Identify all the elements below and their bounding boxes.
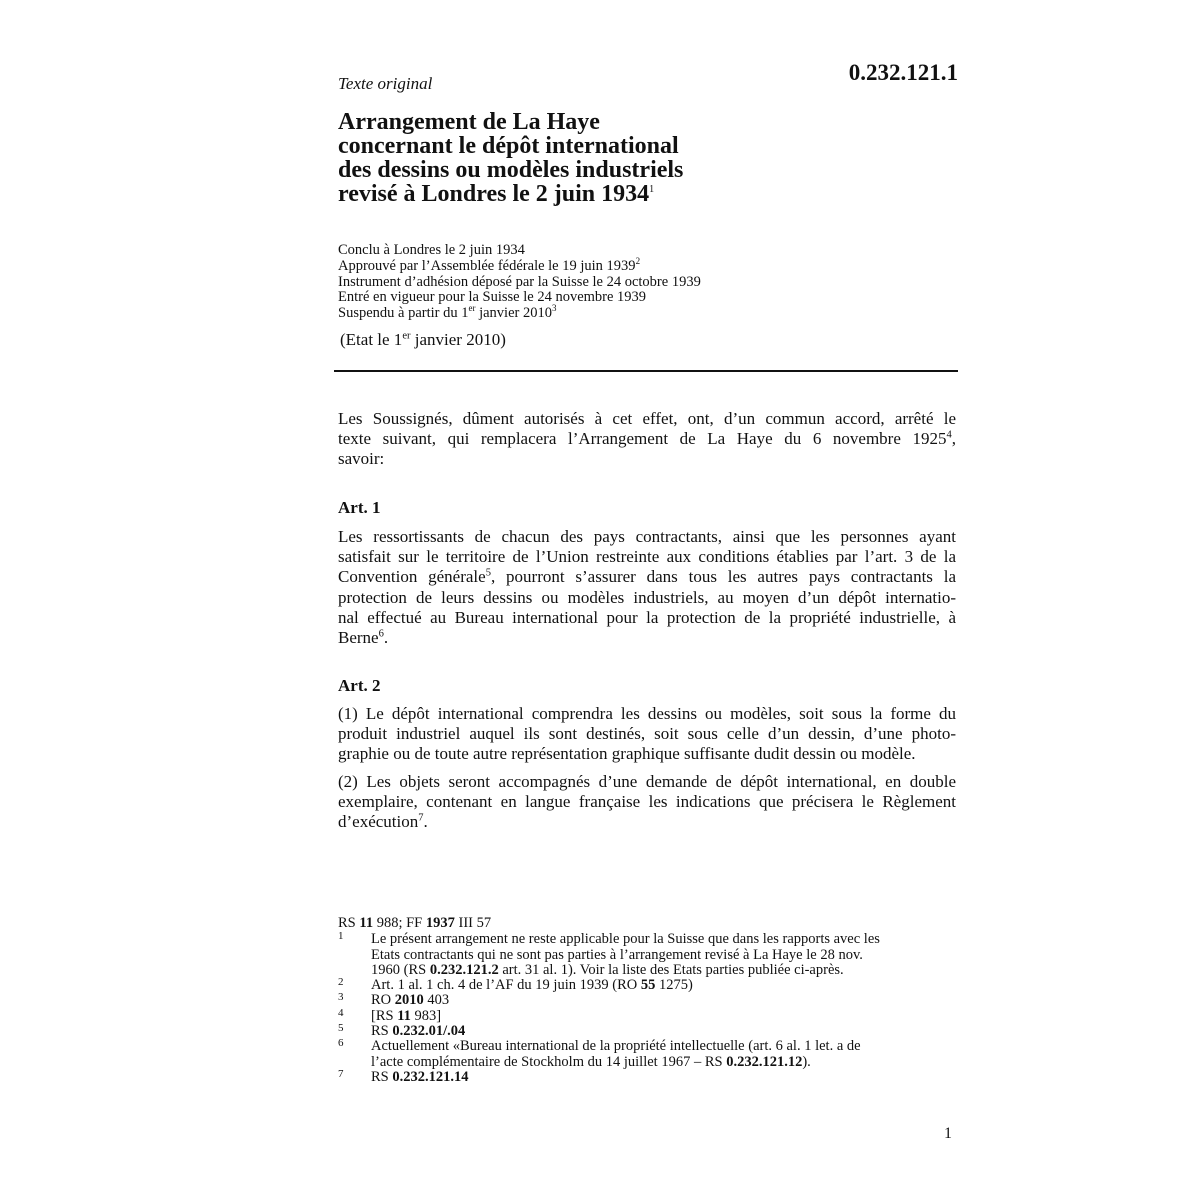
text-segment: Art. 1 al. 1 ch. 4 de l’AF du 19 juin 1939 (RO (371, 977, 641, 994)
footnote-text (371, 1009, 880, 1024)
footnote-number: 2 (338, 976, 344, 989)
text-segment: 0.232.121.12 (726, 1053, 803, 1070)
footnote-text (371, 1055, 880, 1070)
text-segment: RS (371, 1068, 393, 1085)
text-segment: III 57 (454, 915, 492, 931)
status-text: (Etat le 1 (340, 330, 403, 349)
text-segment: 1937 (425, 915, 455, 931)
page-number: 1 (944, 1125, 952, 1142)
footnote-ref: 6 (378, 628, 384, 640)
text-line (338, 567, 956, 587)
footnote-number: 5 (338, 1022, 344, 1035)
footnote-text (371, 978, 880, 993)
footnote-ref: 7 (418, 812, 424, 824)
footnote-ref: 4 (946, 429, 952, 441)
footnote-text: Actuellement «Bureau international de la propriété intellectuelle (art. 6 al. 1 let. a de (371, 1038, 861, 1055)
text-segment: 403 (423, 992, 450, 1009)
text-segment: 988; FF (373, 915, 426, 931)
footnote-number: 3 (338, 991, 344, 1004)
horizontal-rule (334, 370, 958, 372)
text-segment: 0.232.121.2 (429, 961, 499, 978)
meta-instrument: Instrument d’adhésion déposé par la Suisse le 24 octobre 1939 (338, 273, 701, 290)
text-segment: 0.232.01/.04 (392, 1023, 466, 1040)
text-segment: , (951, 429, 956, 449)
text-segment: 11 (359, 915, 374, 931)
meta-concluded: Conclu à Londres le 2 juin 1934 (338, 242, 525, 258)
meta-entry: Entré en vigueur pour la Suisse le 24 novembre 1939 (338, 289, 647, 306)
text-line (338, 628, 956, 648)
title-line: Arrangement de La Haye (338, 109, 600, 135)
meta-suspended-text: Suspendu à partir du 1 (338, 305, 469, 322)
text-segment: 11 (397, 1007, 411, 1024)
text-line (338, 812, 956, 832)
text-segment: 0.232.121.14 (392, 1068, 469, 1085)
meta-approved-text: Approuvé par l’Assemblée fédérale le 19 juin 1939 (338, 257, 636, 274)
text-line: Les Soussignés, dûment autorisés à cet effet, ont, d’un commun accord, arrêté le (338, 409, 956, 428)
text-line: protection de leurs dessins ou modèles industriels, au moyen d’un dépôt internatio- (338, 587, 956, 607)
text-line: Les ressortissants de chacun des pays contractants, ainsi que les personnes ayant (338, 527, 956, 546)
footnote-ref: 1 (649, 184, 655, 195)
document-title (338, 110, 758, 206)
text-segment: RO (371, 992, 395, 1009)
footnote-item (338, 1024, 880, 1039)
title-line-text: revisé à Londres le 2 juin 1934 (338, 181, 650, 207)
text-segment: 983] (410, 1007, 442, 1024)
text-segment: 1960 (RS (371, 961, 430, 978)
text-segment: 2010 (394, 992, 424, 1009)
footnote-item (338, 1039, 880, 1070)
text-line: graphie ou de toute autre représentation graphique suffisante dudit dessin ou modèle. (338, 744, 916, 764)
footnote-item (338, 993, 880, 1008)
text-segment: art. 31 al. 1). Voir la liste des Etats parties publiée ci-après. (498, 961, 844, 978)
text-segment: RS (371, 1023, 393, 1040)
original-text-label: Texte original (338, 74, 433, 93)
footnote-text (371, 1070, 880, 1085)
footnote-text (371, 993, 880, 1008)
title-line: des dessins ou modèles industriels (338, 157, 684, 183)
text-line: exemplaire, contenant en langue française les indications que précisera le Règlement (338, 792, 956, 812)
article-2-heading: Art. 2 (338, 676, 381, 695)
title-line (338, 182, 758, 206)
footnote-number: 6 (338, 1037, 344, 1050)
treaty-metadata (338, 243, 701, 322)
footnotes (338, 916, 880, 1085)
footnote-text: Le présent arrangement ne reste applicable pour la Suisse que dans les rapports avec les (371, 931, 880, 948)
footnote-number: 4 (338, 1006, 344, 1019)
footnote-ref: 3 (551, 303, 557, 314)
text-segment: . (383, 628, 389, 648)
text-segment: d’exécution (338, 812, 419, 832)
text-line: satisfait sur le territoire de l’Union restreinte aux conditions établies par l’art. 3 de la (338, 547, 956, 567)
footnote-number: 1 (338, 930, 344, 943)
article-1-heading: Art. 1 (338, 498, 381, 517)
meta-approved (338, 255, 701, 275)
superscript: er (402, 330, 411, 342)
footnote-ref: 5 (485, 567, 491, 579)
text-segment: 1275) (655, 977, 693, 994)
text-segment: 55 (640, 977, 656, 994)
text-segment: l’acte complémentaire de Stockholm du 14 juillet 1967 – RS (371, 1053, 727, 1070)
text-segment: Convention générale (338, 567, 486, 587)
meta-suspended (338, 303, 701, 322)
status-date (340, 330, 506, 350)
article-2-paragraph-1 (338, 704, 956, 765)
title-line: concernant le dépôt international (338, 133, 679, 159)
footnote-item (338, 932, 880, 978)
text-segment: RS (338, 915, 360, 931)
footnote-ref: 2 (635, 255, 641, 266)
footnote-number: 7 (338, 1067, 344, 1080)
article-2-paragraph-2 (338, 772, 956, 833)
text-segment: texte suivant, qui remplacera l’Arrangement de La Haye du 6 novembre 1925 (338, 429, 947, 449)
rs-reference (338, 916, 880, 931)
preamble-paragraph (338, 409, 956, 470)
footnote-text (371, 1024, 880, 1039)
text-line: savoir: (338, 449, 385, 469)
text-line: (1) Le dépôt international comprendra les dessins ou modèles, soit sous la forme du (338, 704, 956, 723)
status-text: janvier 2010) (410, 330, 506, 349)
text-line: nal effectué au Bureau international pour la protection de la propriété industrielle, à (338, 607, 956, 627)
text-segment: . (423, 812, 428, 832)
text-segment: Berne (338, 628, 379, 648)
footnote-item (338, 1067, 880, 1085)
footnote-text: Etats contractants qui ne sont pas parties à l’arrangement revisé à La Haye le 28 nov. (371, 946, 863, 963)
meta-suspended-text: janvier 2010 (475, 305, 552, 322)
superscript: er (468, 303, 476, 314)
sr-number: 0.232.121.1 (848, 60, 958, 85)
text-segment: , pourront s’assurer dans tous les autres pays contractants la (490, 567, 957, 587)
text-line (338, 429, 956, 449)
text-line: produit industriel auquel ils sont destinés, soit sous celle d’un dessin, d’une photo- (338, 724, 956, 744)
text-segment: [RS (371, 1007, 398, 1024)
text-line: (2) Les objets seront accompagnés d’une demande de dépôt international, en double (338, 772, 956, 791)
article-1-paragraph (338, 527, 956, 648)
text-segment: ). (802, 1053, 811, 1070)
footnote-item (338, 1006, 880, 1024)
footnote-item (338, 978, 880, 993)
footnote-text (371, 963, 880, 978)
